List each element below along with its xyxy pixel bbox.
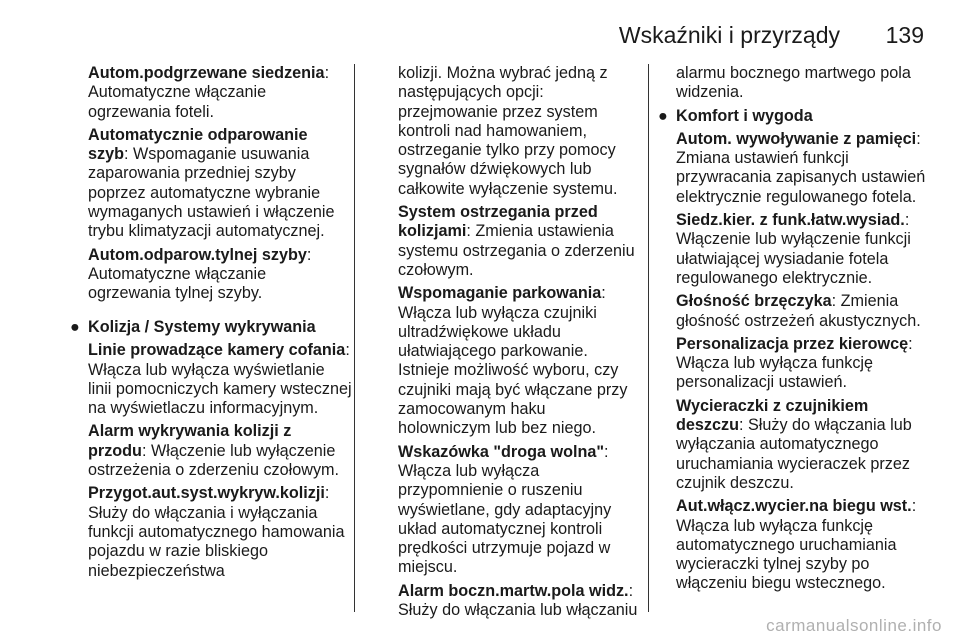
setting-term: Przygot.aut.syst.wykryw.kolizji [88,484,325,503]
setting-collision-warning [398,203,638,280]
setting-easy-exit-seat [676,211,940,288]
setting-description: : Włączenie lub wyłączenie funkcji ułatwiającej wysiadanie fotela regulowanego elektrycznie. [676,211,911,287]
setting-term: Autom.odparow.tylnej szyby [88,245,307,264]
setting-side-blind-zone-alert [398,582,638,621]
bullet-comfort [658,107,940,126]
setting-term: Automatycznie odparowanie szyb [88,125,308,164]
bullet-icon: ● [658,106,668,125]
setting-chime-volume [676,292,940,331]
column-divider [648,64,649,612]
setting-description: : Służy do włączania lub włączaniu [398,581,638,620]
setting-description: : Włącza lub wyłącza wyświetlanie linii pomocniczych kamery wstecznej na wyświetlaczu informacyjnym. [88,341,352,418]
setting-description: : Zmienia ustawienia systemu ostrzegania o zderzeniu czołowym. [398,222,635,279]
setting-auto-heated-seats [88,64,350,122]
bullet-label: Kolizja / Systemy wykrywania [88,318,316,336]
setting-term: Personalizacja przez kierowcę [676,334,909,353]
setting-go-notifier [398,443,638,578]
column-divider [354,64,355,612]
setting-park-assist [398,284,638,438]
setting-description: : Zmienia głośność ostrzeżeń akustycznych. [676,292,921,330]
setting-auto-collision-prep [88,484,352,580]
continued-text: alarmu bocznego martwego pola widzenia. [676,64,911,102]
setting-description: : Włączenie lub wyłączenie ostrzeżenia o zderzeniu czołowym. [88,441,340,480]
setting-term: Alarm boczn.martw.pola widz. [398,581,629,600]
section-title: Wskaźniki i przyrządy [618,22,840,48]
setting-driver-personalization [676,335,940,393]
setting-term: Siedz.kier. z funk.łatw.wysiad. [676,211,905,230]
setting-rear-camera-guidelines [88,341,352,418]
setting-term: Autom. wywoływanie z pamięci [676,129,917,148]
setting-term: Wspomaganie parkowania [398,284,602,303]
setting-term: System ostrzegania przed kolizjami [398,203,598,241]
bullet-icon: ● [70,318,80,336]
setting-rain-sense-wipers [676,397,940,493]
setting-description: : Służy do włączania lub wyłączania automatycznego uruchamiania wycieraczek przez czujnik deszczu. [676,416,912,492]
setting-description: : Służy do włączania i wyłączania funkcji automatycznego hamowania pojazdu w razie bliskiego niebezpieczeństwa [88,484,345,580]
setting-term: Linie prowadzące kamery cofania [88,341,346,360]
column-1-lower [70,318,352,585]
page-number: 139 [885,22,924,48]
setting-auto-wipe-reverse [676,497,940,593]
setting-forward-collision-alert [88,422,352,480]
column-3 [658,64,940,598]
setting-description: : Automatyczne włączanie ogrzewania tylnej szyby. [88,245,312,303]
setting-term: Głośność brzęczyka [676,292,832,311]
column-1 [88,64,350,308]
watermark: carmanualsonline.info [766,616,942,635]
setting-term: Wycieraczki z czujnikiem deszczu [676,396,869,435]
setting-description: : Włącza lub wyłącza czujniki ultradźwiękowe układu ułatwiającego parkowanie. Istnieje możliwość wyboru, czy czujniki mają być włączane przy zamocowanym haku holowniczym lub bez niego. [398,284,628,438]
setting-description: : Zmiana ustawień funkcji przywracania zapisanych ustawień elektrycznie regulowanego fotela. [676,129,926,206]
setting-term: Aut.włącz.wycier.na biegu wst. [676,497,912,516]
setting-description: : Wspomaganie usuwania zaparowania przedniej szyby poprzez automatyczne wybranie wymaganych ustawień i włączenie trybu klimatyzacji automatycznej. [88,145,335,241]
continued-text: kolizji. Można wybrać jedną z następujących opcji: przejmowanie przez system kontroli nad hamowaniem, ostrzeganie tylko przy pomocy sygnałów dźwiękowych lub całkowite wyłączenie systemu. [398,64,618,198]
page-header [0,0,960,60]
bullet-label: Komfort i wygoda [676,106,813,125]
setting-term: Alarm wykrywania kolizji z przodu [88,422,292,460]
setting-auto-rear-defog [88,246,350,304]
setting-description: : Włącza lub wyłącza przypomnienie o ruszeniu wyświetlane, gdy adaptacyjny układ automatycznej kontroli prędkości utrzymuje pojazd w miejscu. [398,442,612,577]
setting-description: : Włącza lub wyłącza funkcję automatycznego uruchamiania wycieraczki tylnej szyby po włączeniu biegu wstecznego. [676,497,917,593]
setting-auto-defog [88,126,350,242]
setting-auto-memory-recall [676,130,940,207]
setting-description: : Automatyczne włączanie ogrzewania foteli. [88,64,330,121]
bullet-collision-detection [70,318,352,337]
setting-term: Wskazówka "droga wolna" [398,442,605,461]
setting-term: Autom.podgrzewane siedzenia [88,64,325,82]
column-2 [398,64,638,624]
setting-description: : Włącza lub wyłącza funkcję personalizacji ustawień. [676,334,913,392]
